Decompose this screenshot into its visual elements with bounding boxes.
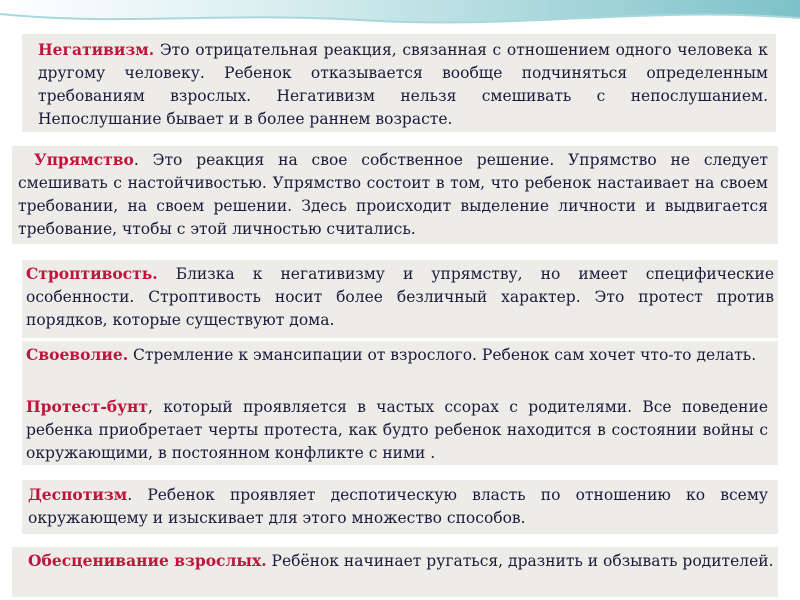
text-negativism: Это отрицательная реакция, связанная с отношением одного человека к другому человеку. Ребенок отказывается вообще подчиняться определенным требованиям взрослых. Негативизм нельзя смешивать с непослушанием. Непослушание бывает и в более раннем возрасте. xyxy=(38,41,768,128)
paragraph-stubbornness xyxy=(12,146,778,244)
text-protest-riot: , который проявляется в частых ссорах с родителями. Все поведение ребенка приобретает черты протеста, как будто ребенок находится в состоянии войны с окружающими, в постоянном конфликте с ними . xyxy=(26,398,768,462)
paragraph-negativism xyxy=(22,34,776,132)
term-protest-riot: Протест-бунт xyxy=(26,397,148,416)
paragraph-self-will xyxy=(22,341,778,393)
text-devaluation: Ребёнок начинает ругаться, дразнить и обзывать родителей. xyxy=(266,552,774,570)
paragraph-despotism xyxy=(22,480,778,534)
text-despotism: . Ребенок проявляет деспотическую власть по отношению ко всему окружающему и изыскивает для этого множество способов. xyxy=(28,486,768,527)
term-despotism: Деспотизм xyxy=(28,485,128,504)
term-stubbornness: Упрямство xyxy=(34,150,134,169)
paragraph-devaluation xyxy=(12,547,778,597)
term-negativism: Негативизм. xyxy=(38,40,155,59)
term-self-will: Своеволие. xyxy=(26,345,129,364)
paragraph-protest-riot xyxy=(22,393,778,465)
term-obstinacy: Строптивость. xyxy=(26,264,158,283)
term-devaluation: Обесценивание взрослых. xyxy=(28,551,267,570)
paragraph-obstinacy xyxy=(22,260,778,338)
text-obstinacy: Близка к негативизму и упрямству, но имеет специфические особенности. Строптивость носит более безличный характер. Это протест против порядков, которые существуют дома. xyxy=(26,265,774,329)
text-self-will: Стремление к эмансипации от взрослого. Ребенок сам хочет что-то делать. xyxy=(128,346,757,364)
text-stubbornness: . Это реакция на свое собственное решение. Упрямство не следует смешивать с настойчивостью. Упрямство состоит в том, что ребенок настаивает на своем требовании, на своем решении. Здесь происходит выделение личности и выдвигается требование, чтобы с этой личностью считались. xyxy=(18,151,768,238)
